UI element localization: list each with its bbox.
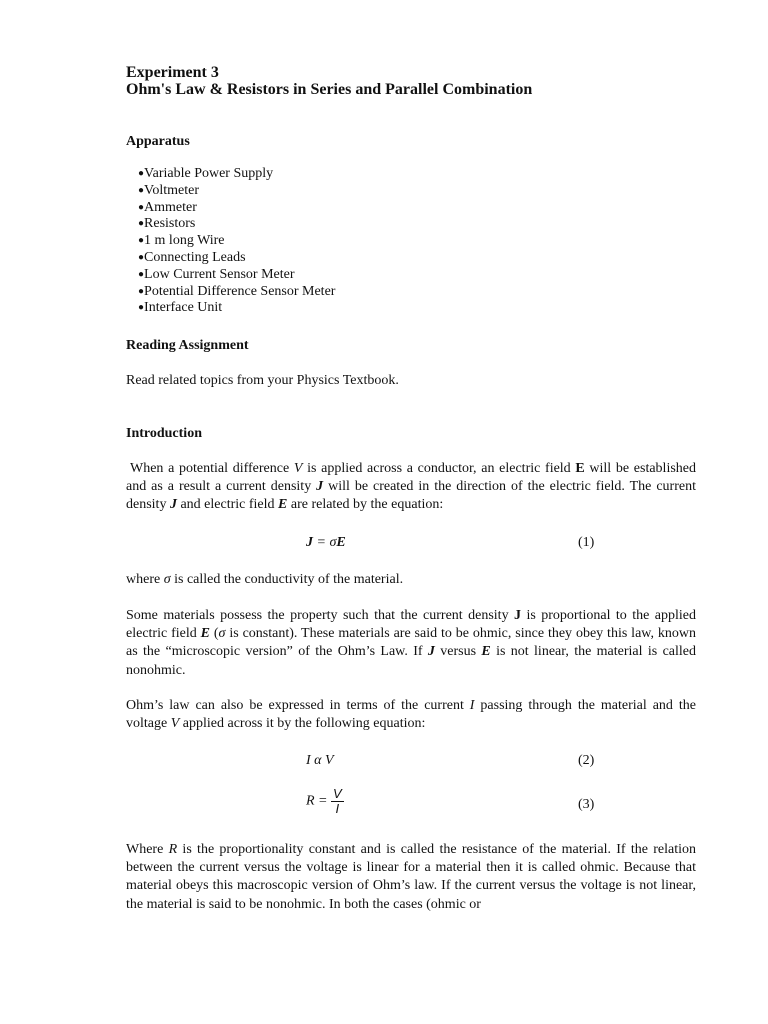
fraction-denominator: I [335, 801, 340, 816]
bullet-icon: ● [138, 285, 145, 297]
experiment-number: Experiment 3 [126, 64, 219, 81]
intro-paragraph-1: When a potential difference V is applied across a conductor, an electric field E will be established and as a result a current density J will be created in the direction of the electric field. The current density J and electric field E are related by the equation: [126, 461, 696, 513]
bullet-icon: ● [138, 268, 145, 280]
list-item: ●Interface Unit [138, 300, 223, 316]
list-item: ●Connecting Leads [138, 249, 246, 265]
intro-paragraph-4: Ohm’s law can also be expressed in terms of the current I passing through the material and the voltage V applied across it by the following equation: [126, 698, 696, 732]
list-item: ●Low Current Sensor Meter [138, 266, 295, 282]
equation-1-number: (1) [578, 535, 595, 550]
list-item: ●Potential Difference Sensor Meter [138, 283, 336, 299]
bullet-icon: ● [138, 201, 145, 213]
introduction-heading: Introduction [126, 426, 202, 441]
reading-assignment-text: Read related topics from your Physics Textbook. [126, 373, 399, 388]
equation-2-number: (2) [578, 753, 595, 768]
list-item: ●1 m long Wire [138, 233, 225, 249]
bullet-icon: ● [138, 184, 145, 196]
reading-assignment-heading: Reading Assignment [126, 338, 249, 353]
list-item: ●Ammeter [138, 199, 197, 215]
equation-2: I α V [306, 753, 334, 768]
fraction [331, 787, 344, 816]
list-item: ●Variable Power Supply [138, 166, 274, 181]
bullet-icon: ● [138, 302, 145, 314]
list-item: ●Voltmeter [138, 182, 200, 198]
equation-1: J = σE [306, 535, 346, 550]
apparatus-list [138, 166, 335, 317]
intro-paragraph-3: Some materials possess the property such that the current density J is proportional to the applied electric field E (σ is constant). These materials are said to be ohmic, since they obey this law, known as the “microscopic version” of the Ohm’s Law. If J versus E is not linear, the material is called nonohmic. [126, 608, 696, 678]
intro-paragraph-2: where σ is called the conductivity of the material. [126, 572, 404, 587]
bullet-icon: ● [138, 218, 145, 230]
fraction-numerator: V [333, 786, 342, 801]
list-item: ●Resistors [138, 216, 196, 232]
bullet-icon: ● [138, 251, 145, 263]
bullet-icon: ● [138, 168, 145, 179]
bullet-icon: ● [138, 235, 145, 247]
intro-paragraph-5: Where R is the proportionality constant and is called the resistance of the material. If the relation between the current versus the voltage is linear for a material then it is called ohmic. Because that material obeys this macroscopic version of Ohm’s law. If the current versus the voltage is not linear, the material is said to be nonohmic. In both the cases (ohmic or [126, 842, 696, 912]
apparatus-heading: Apparatus [126, 134, 190, 149]
equation-3-number: (3) [578, 797, 595, 812]
equation-3: R = $\frac{V}{I}$ [306, 786, 342, 816]
document-title: Ohm's Law & Resistors in Series and Parallel Combination [126, 81, 533, 98]
